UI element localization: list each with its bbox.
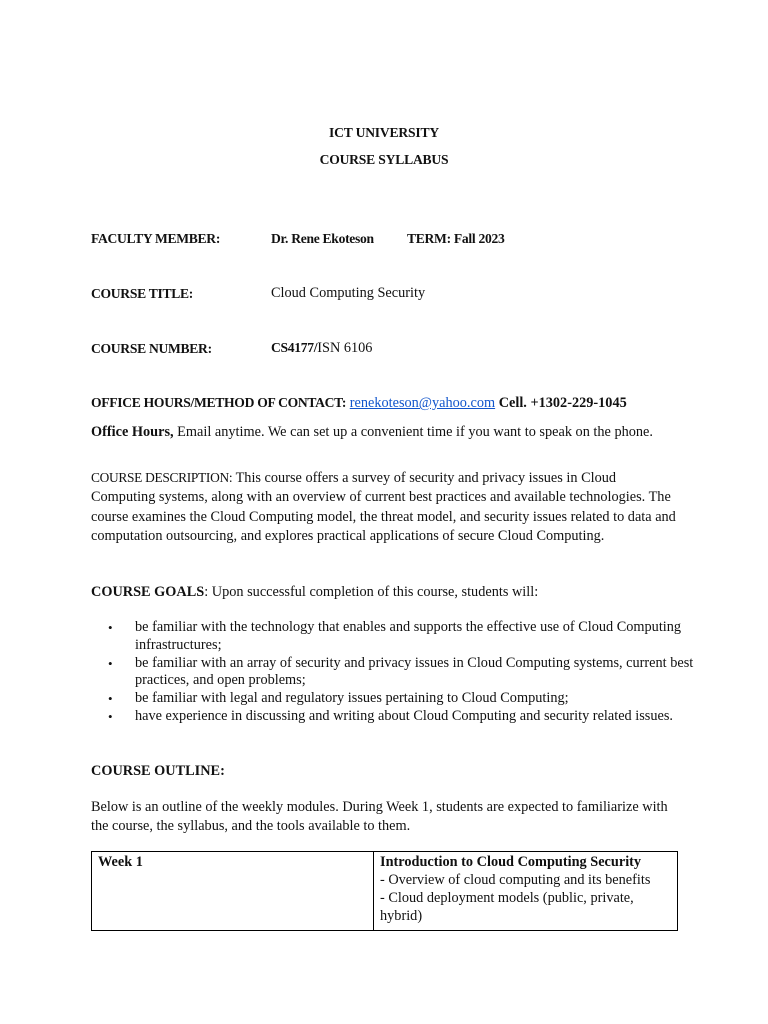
goals-intro-text: : Upon successful completion of this course, students will: [204,584,539,600]
document-title: COURSE SYLLABUS [319,152,449,167]
table-row [92,852,678,931]
office-hours-paragraph [91,423,681,441]
goals-label: COURSE GOALS [91,584,205,600]
faculty-name: Dr. Rene Ekoteson [271,231,374,246]
list-item: • be familiar with legal and regulatory issues pertaining to Cloud Computing; [135,690,725,708]
cell-phone: Cell. +1302-229-1045 [498,395,627,411]
office-hours-label: Office Hours, [91,424,174,440]
faculty-label: FACULTY MEMBER: [91,231,221,246]
course-title-label: COURSE TITLE: [91,286,193,301]
office-hours-text: Email anytime. We can set up a convenient time if you want to speak on the phone. [173,424,653,440]
topic-title: Introduction to Cloud Computing Security [380,854,642,870]
outline-heading: COURSE OUTLINE: [91,763,225,779]
university-name: ICT UNIVERSITY [329,125,439,140]
description-label: COURSE DESCRIPTION: [91,470,233,485]
contact-label: OFFICE HOURS/METHOD OF CONTACT: [91,395,347,410]
course-number-alt: ISN 6106 [317,340,373,356]
course-title-value: Cloud Computing Security [271,285,426,301]
outline-intro: Below is an outline of the weekly modules. During Week 1, students are expected to familiarize with the course, the syllabus, and the tools available to them. [91,799,668,834]
topic-cell [374,852,678,931]
topic-point: - Cloud deployment models (public, private, hybrid) [380,890,634,924]
week-cell: Week 1 [92,852,374,931]
course-number-value [271,340,372,357]
list-item: • be familiar with the technology that enables and supports the effective use of Cloud Computing infrastructures; [135,619,725,655]
term: TERM: Fall 2023 [407,231,505,246]
list-item: • be familiar with an array of security and privacy issues in Cloud Computing systems, current best practices, and open problems; [135,655,725,691]
email-link[interactable]: renekoteson@yahoo.com [349,395,496,411]
description-text: This course offers a survey of security and privacy issues in Cloud Computing systems, along with an overview of current best practices and available technologies. The course examines the Cloud Computing model, the threat model, and security issues related to data and computation outsourcing, and explores practical applications of secure Cloud Computing. [91,470,676,544]
goals-intro [91,583,681,602]
description-paragraph [91,468,681,546]
outline-table [91,851,678,931]
contact-line [91,395,627,412]
course-number-label: COURSE NUMBER: [91,341,212,356]
goals-list [91,619,725,726]
list-item: • have experience in discussing and writing about Cloud Computing and security related issues. [135,708,725,726]
course-number-code: CS4177/ [271,340,318,355]
topic-point: - Overview of cloud computing and its benefits [380,872,651,888]
